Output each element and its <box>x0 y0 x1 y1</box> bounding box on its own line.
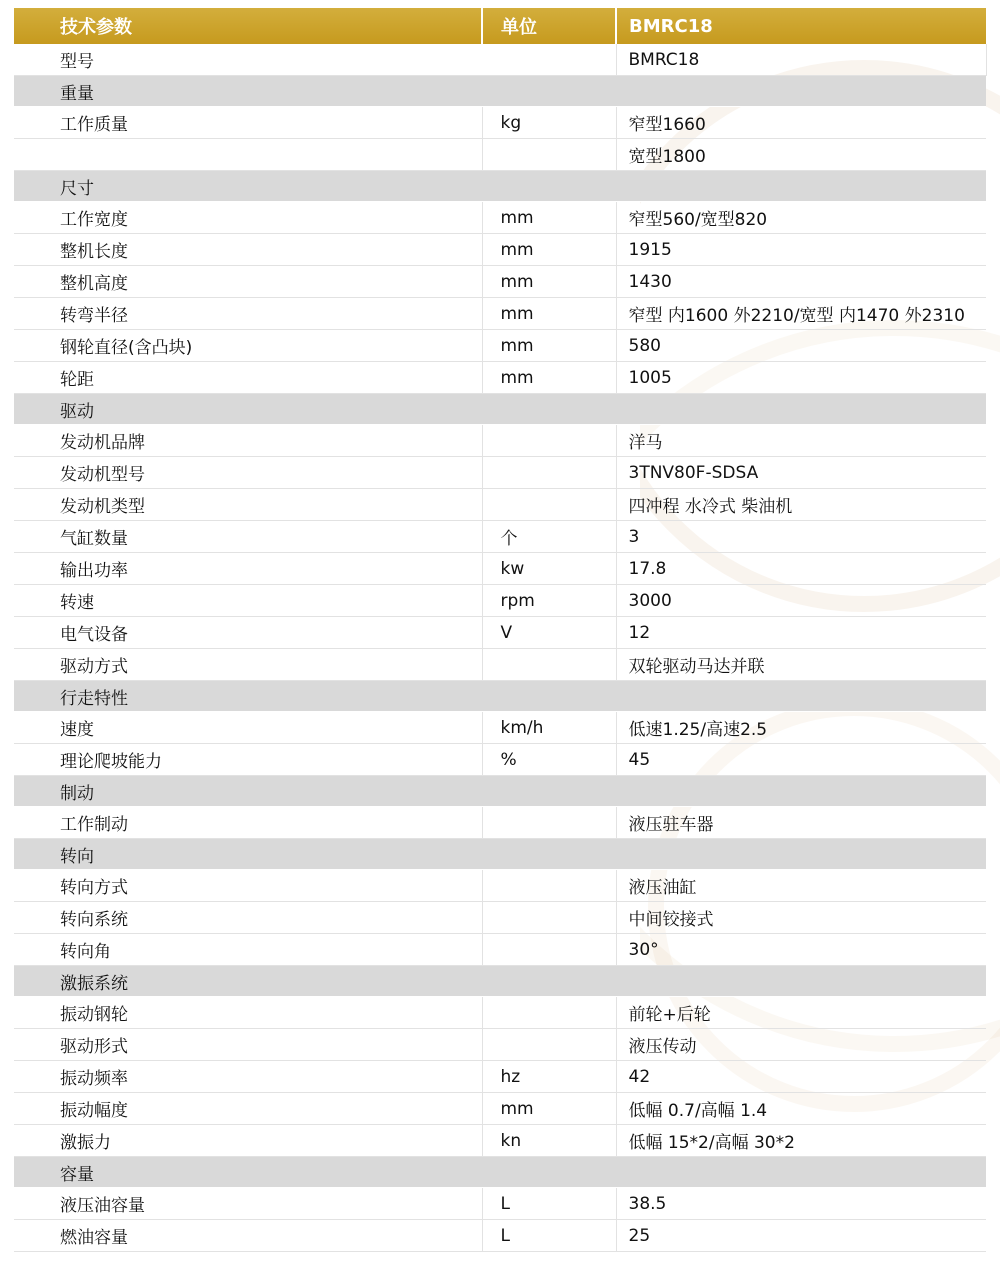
row-unit: mm <box>482 266 616 298</box>
row-parameter: 型号 <box>14 44 482 76</box>
row-value: 窄型 内1600 外2210/宽型 内1470 外2310 <box>616 298 986 330</box>
table-row <box>14 202 986 234</box>
row-value: 17.8 <box>616 553 986 585</box>
section-label: 容量 <box>14 1157 986 1188</box>
row-unit <box>482 934 616 966</box>
section-label: 转向 <box>14 839 986 870</box>
row-parameter: 钢轮直径(含凸块) <box>14 330 482 362</box>
section-label: 制动 <box>14 776 986 807</box>
row-value: 低幅 15*2/高幅 30*2 <box>616 1125 986 1157</box>
table-header <box>14 8 986 44</box>
row-value: 窄型560/宽型820 <box>616 202 986 234</box>
row-unit: mm <box>482 330 616 362</box>
row-value: 12 <box>616 617 986 649</box>
header-parameter: 技术参数 <box>14 8 482 44</box>
row-value: 低幅 0.7/高幅 1.4 <box>616 1093 986 1125</box>
table-row <box>14 934 986 966</box>
section-label: 重量 <box>14 76 986 107</box>
row-unit <box>482 649 616 681</box>
section-label: 驱动 <box>14 394 986 425</box>
row-parameter: 电气设备 <box>14 617 482 649</box>
row-value: 窄型1660 <box>616 107 986 139</box>
row-parameter: 驱动形式 <box>14 1029 482 1061</box>
row-value: 宽型1800 <box>616 139 986 171</box>
row-value: BMRC18 <box>616 44 986 76</box>
table-row <box>14 107 986 139</box>
table-row <box>14 44 986 76</box>
table-row <box>14 649 986 681</box>
row-unit: % <box>482 744 616 776</box>
row-unit: rpm <box>482 585 616 617</box>
row-unit: 个 <box>482 521 616 553</box>
table-row <box>14 521 986 553</box>
row-value: 液压传动 <box>616 1029 986 1061</box>
row-parameter: 发动机型号 <box>14 457 482 489</box>
row-parameter: 振动幅度 <box>14 1093 482 1125</box>
section-row <box>14 1157 986 1188</box>
row-value: 38.5 <box>616 1188 986 1220</box>
table-row <box>14 902 986 934</box>
table-row <box>14 1125 986 1157</box>
row-parameter: 驱动方式 <box>14 649 482 681</box>
row-value: 低速1.25/高速2.5 <box>616 712 986 744</box>
row-parameter: 轮距 <box>14 362 482 394</box>
row-parameter: 工作制动 <box>14 807 482 839</box>
section-label: 激振系统 <box>14 966 986 997</box>
table-row <box>14 266 986 298</box>
row-unit <box>482 870 616 902</box>
row-value: 液压驻车器 <box>616 807 986 839</box>
row-parameter: 工作宽度 <box>14 202 482 234</box>
row-parameter <box>14 139 482 171</box>
section-row <box>14 171 986 202</box>
row-unit: kw <box>482 553 616 585</box>
table-row <box>14 1188 986 1220</box>
table-row <box>14 1093 986 1125</box>
row-value: 30° <box>616 934 986 966</box>
section-row <box>14 776 986 807</box>
row-unit <box>482 425 616 457</box>
row-unit: mm <box>482 1093 616 1125</box>
row-unit <box>482 489 616 521</box>
table-row <box>14 553 986 585</box>
section-row <box>14 394 986 425</box>
row-parameter: 转速 <box>14 585 482 617</box>
row-unit <box>482 997 616 1029</box>
section-row <box>14 966 986 997</box>
row-value: 1005 <box>616 362 986 394</box>
row-unit <box>482 457 616 489</box>
table-row <box>14 585 986 617</box>
row-unit: kn <box>482 1125 616 1157</box>
row-parameter: 振动钢轮 <box>14 997 482 1029</box>
row-parameter: 工作质量 <box>14 107 482 139</box>
table-row <box>14 234 986 266</box>
row-parameter: 液压油容量 <box>14 1188 482 1220</box>
row-value: 双轮驱动马达并联 <box>616 649 986 681</box>
row-parameter: 气缸数量 <box>14 521 482 553</box>
row-unit <box>482 807 616 839</box>
row-unit: L <box>482 1220 616 1252</box>
row-value: 3TNV80F-SDSA <box>616 457 986 489</box>
row-value: 四冲程 水冷式 柴油机 <box>616 489 986 521</box>
row-value: 3 <box>616 521 986 553</box>
row-parameter: 发动机品牌 <box>14 425 482 457</box>
specifications-table <box>14 8 987 1252</box>
row-unit: V <box>482 617 616 649</box>
row-parameter: 转弯半径 <box>14 298 482 330</box>
table-body <box>14 44 986 1252</box>
section-row <box>14 681 986 712</box>
header-row <box>14 8 986 44</box>
table-row <box>14 425 986 457</box>
table-row <box>14 712 986 744</box>
row-value: 42 <box>616 1061 986 1093</box>
row-value: 洋马 <box>616 425 986 457</box>
row-value: 3000 <box>616 585 986 617</box>
row-value: 液压油缸 <box>616 870 986 902</box>
row-unit <box>482 1029 616 1061</box>
section-label: 行走特性 <box>14 681 986 712</box>
table-row <box>14 330 986 362</box>
row-parameter: 整机长度 <box>14 234 482 266</box>
row-value: 580 <box>616 330 986 362</box>
table-row <box>14 807 986 839</box>
row-value: 中间铰接式 <box>616 902 986 934</box>
row-parameter: 转向方式 <box>14 870 482 902</box>
row-value: 25 <box>616 1220 986 1252</box>
section-label: 尺寸 <box>14 171 986 202</box>
row-value: 前轮+后轮 <box>616 997 986 1029</box>
row-parameter: 理论爬坡能力 <box>14 744 482 776</box>
row-unit: mm <box>482 202 616 234</box>
row-unit: mm <box>482 234 616 266</box>
row-parameter: 转向系统 <box>14 902 482 934</box>
table-row <box>14 744 986 776</box>
table-row <box>14 1220 986 1252</box>
row-unit <box>482 902 616 934</box>
row-parameter: 激振力 <box>14 1125 482 1157</box>
table-row <box>14 139 986 171</box>
row-value: 45 <box>616 744 986 776</box>
header-unit: 单位 <box>482 8 616 44</box>
table-row <box>14 298 986 330</box>
section-row <box>14 76 986 107</box>
table-row <box>14 362 986 394</box>
table-row <box>14 489 986 521</box>
section-row <box>14 839 986 870</box>
row-parameter: 燃油容量 <box>14 1220 482 1252</box>
row-parameter: 转向角 <box>14 934 482 966</box>
row-unit: hz <box>482 1061 616 1093</box>
row-parameter: 速度 <box>14 712 482 744</box>
row-parameter: 整机高度 <box>14 266 482 298</box>
row-unit <box>482 139 616 171</box>
table-row <box>14 870 986 902</box>
row-value: 1915 <box>616 234 986 266</box>
table-row <box>14 1061 986 1093</box>
row-unit: mm <box>482 362 616 394</box>
header-model: BMRC18 <box>616 8 986 44</box>
table-row <box>14 457 986 489</box>
row-unit: L <box>482 1188 616 1220</box>
table-row <box>14 997 986 1029</box>
table-row <box>14 1029 986 1061</box>
row-parameter: 振动频率 <box>14 1061 482 1093</box>
table-row <box>14 617 986 649</box>
row-parameter: 输出功率 <box>14 553 482 585</box>
row-parameter: 发动机类型 <box>14 489 482 521</box>
row-value: 1430 <box>616 266 986 298</box>
row-unit: kg <box>482 107 616 139</box>
row-unit: mm <box>482 298 616 330</box>
row-unit: km/h <box>482 712 616 744</box>
row-unit <box>482 44 616 76</box>
